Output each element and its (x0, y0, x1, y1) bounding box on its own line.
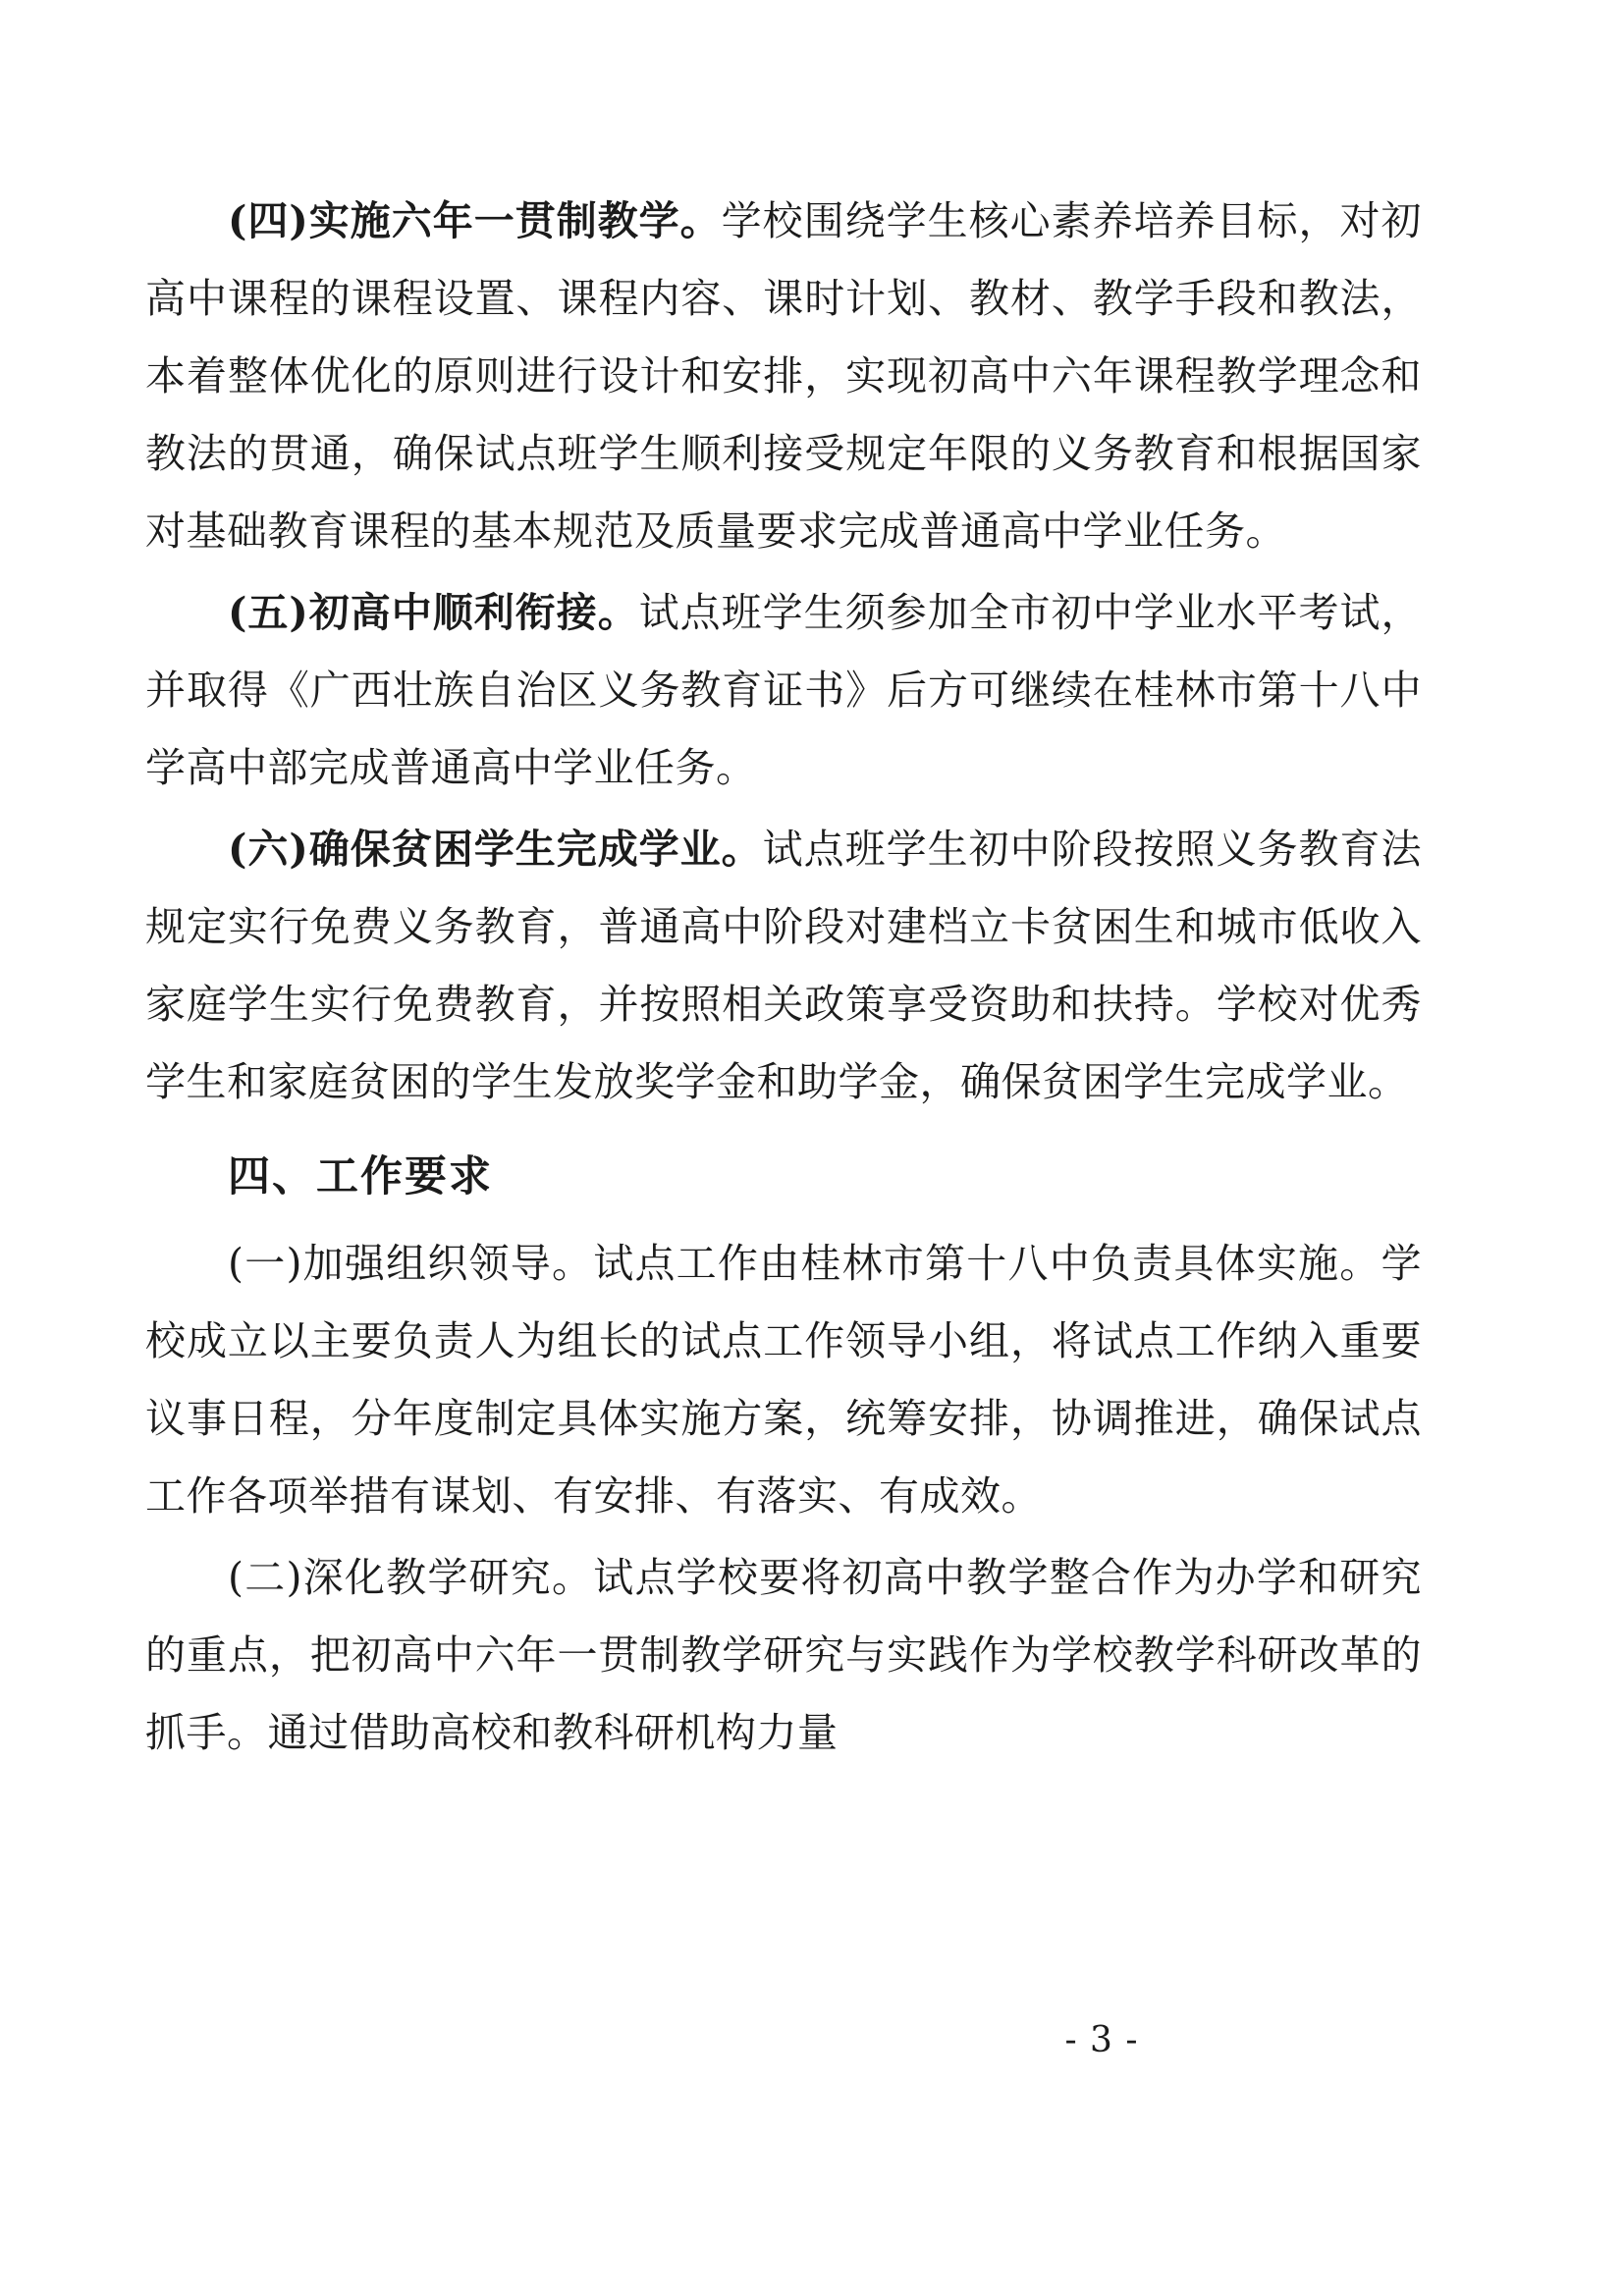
sub-paragraph-one-body: 试点工作由桂林市第十八中负责具体实施。学校成立以主要负责人为组长的试点工作领导小组，将试点工作纳入重要议事日程，分年度制定具体实施方案，统筹安排，协调推进，确保试点工作各项举措有谋划、有安排、有落实、有成效。 (145, 1240, 1422, 1520)
page-number (0, 2020, 1624, 2060)
paragraph-five-lead: (五)初高中顺利衔接。 (228, 589, 639, 636)
paragraph-five-body: 试点班学生须参加全市初中学业水平考试，并取得《广西壮族自治区义务教育证书》后方可继续在桂林市第十八中学高中部完成普通高中学业任务。 (145, 589, 1423, 791)
paragraph-six-lead: (六)确保贫困学生完成学业。 (228, 826, 763, 873)
sub-paragraph-two (145, 1539, 1422, 1772)
paragraph-five (145, 574, 1422, 807)
page-number-text: - 3 - (1064, 2020, 1139, 2060)
document-body (145, 183, 1422, 1776)
paragraph-four-lead: (四)实施六年一贯制教学。 (228, 197, 722, 244)
sub-paragraph-one (145, 1225, 1422, 1535)
paragraph-four-body: 学校围绕学生核心素养培养目标，对初高中课程的课程设置、课程内容、课时计划、教材、教学手段和教法，本着整体优化的原则进行设计和安排，实现初高中六年课程教学理念和教法的贯通，确保试点班学生顺利接受规定年限的义务教育和根据国家对基础教育课程的基本规范及质量要求完成普通高中学业任务。 (145, 197, 1423, 555)
sub-paragraph-two-body: 试点学校要将初高中教学整合作为办学和研究的重点，把初高中六年一贯制教学研究与实践作为学校教学科研改革的抓手。通过借助高校和教科研机构力量 (145, 1554, 1422, 1756)
sub-paragraph-one-lead: (一)加强组织领导。 (228, 1240, 594, 1287)
sub-paragraph-two-lead: (二)深化教学研究。 (228, 1554, 594, 1601)
section-heading-work-requirements: 四、工作要求 (228, 1152, 493, 1201)
paragraph-six (145, 811, 1422, 1121)
paragraph-four (145, 183, 1422, 570)
paragraph-six-body: 试点班学生初中阶段按照义务教育法规定实行免费义务教育，普通高中阶段对建档立卡贫困生和城市低收入家庭学生实行免费教育，并按照相关政策享受资助和扶持。学校对优秀学生和家庭贫困的学生发放奖学金和助学金，确保贫困学生完成学业。 (145, 826, 1423, 1105)
